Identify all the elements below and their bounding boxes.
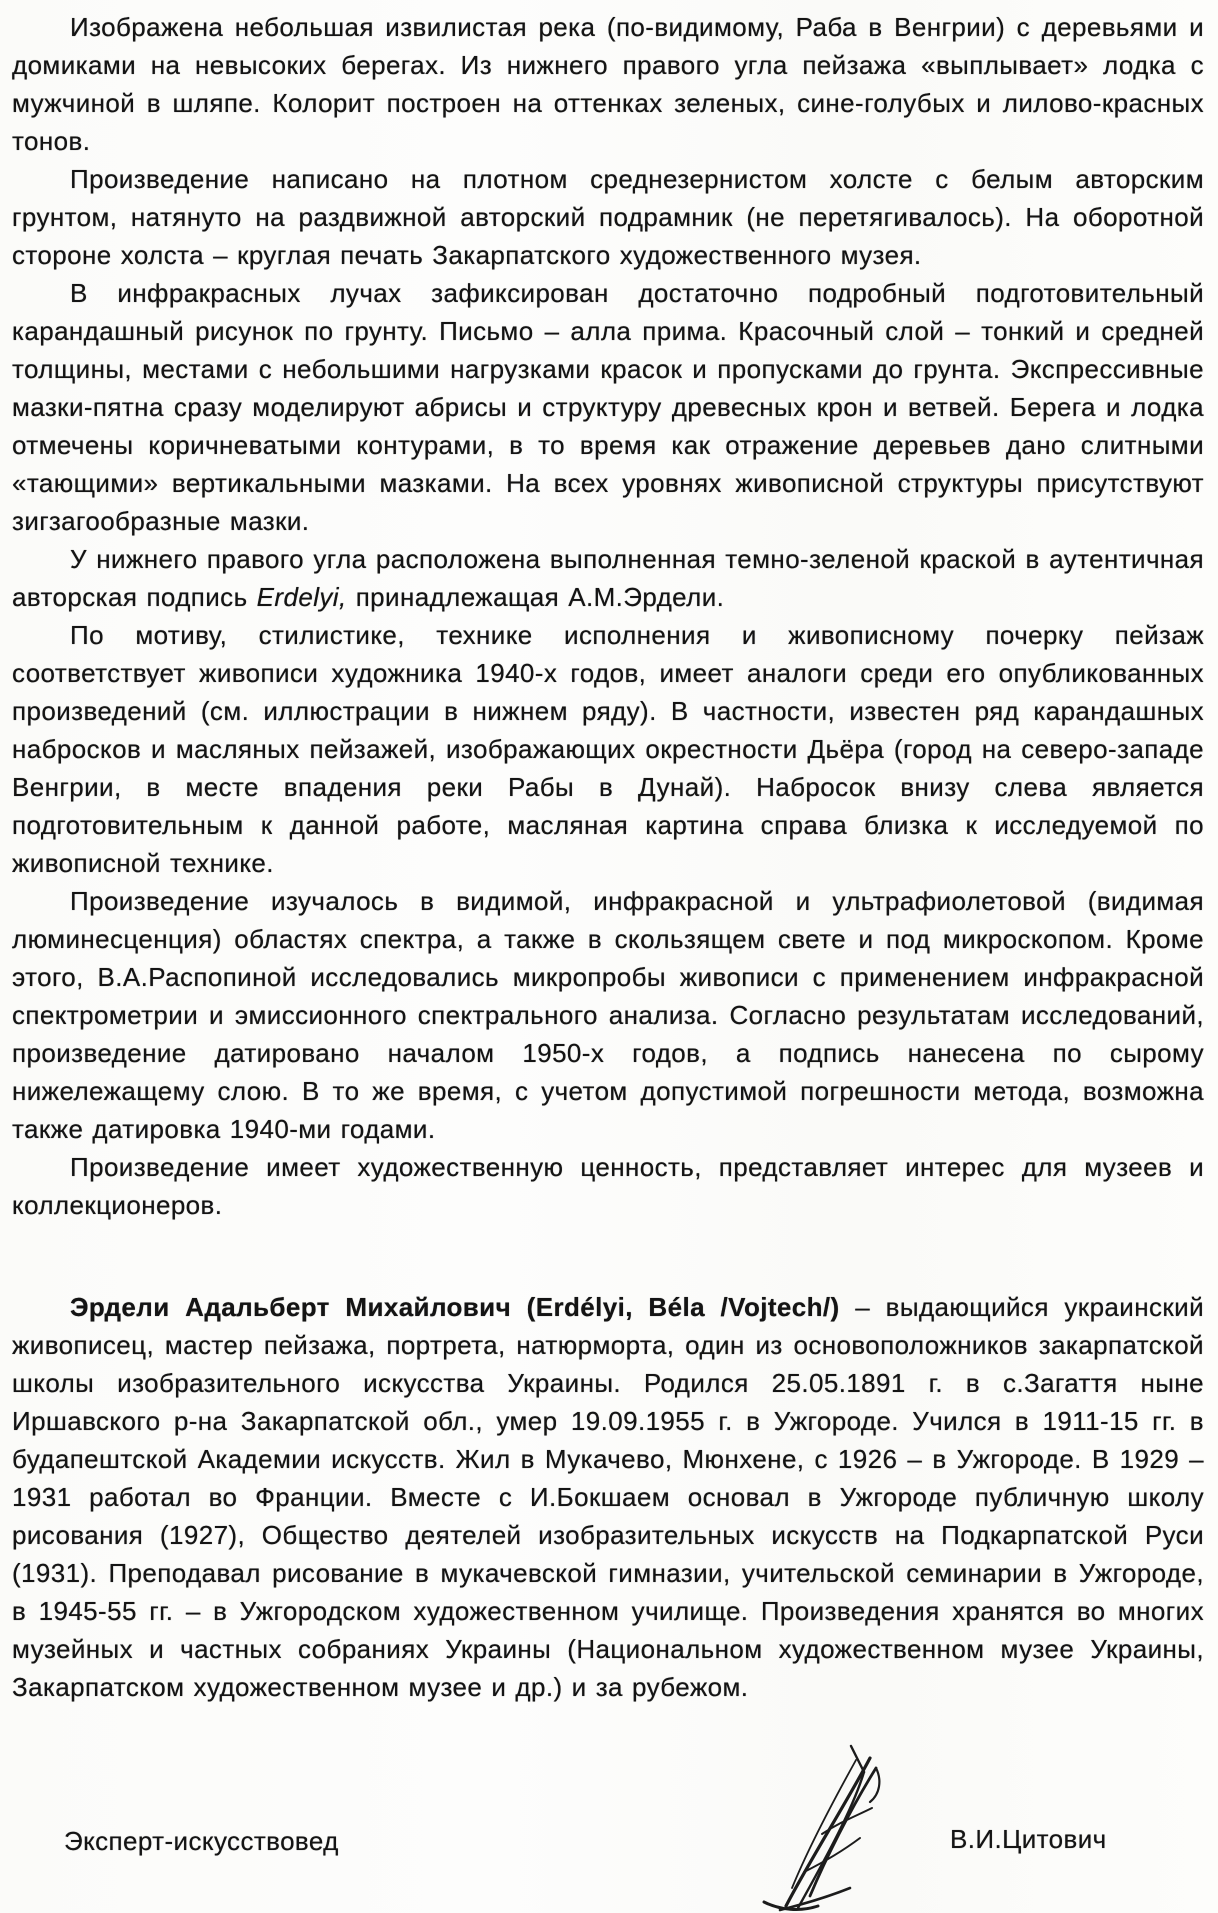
text-run: Изображена небольшая извилистая река (по-видимому, Раба в Венгрии) с деревьями и домиками на невысоких берегах. Из нижнего правого угла пейзажа «выплывает» лодка с мужчиной в шляпе. Колорит построен на оттенках зеленых, сине-голубых и лилово-красных тонов. (12, 12, 1204, 156)
paragraph-technique-analysis (12, 274, 1204, 540)
paragraph-artist-biography (12, 1288, 1204, 1706)
text-run: Произведение имеет художественную ценность, представляет интерес для музеев и коллекционеров. (12, 1152, 1204, 1220)
paragraph-conclusion (12, 1148, 1204, 1224)
paragraph-research-methods (12, 882, 1204, 1148)
handwritten-signature-icon (752, 1738, 942, 1913)
text-run: По мотиву, стилистике, технике исполнения и живописному почерку пейзаж соответствует живописи художника 1940-х годов, имеет аналоги среди его опубликованных произведений (см. иллюстрации в нижнем ряду). В частности, известен ряд карандашных набросков и масляных пейзажей, изображающих окрестности Дьёра (город на северо-западе Венгрии, в месте впадения реки Рабы в Дунай). Набросок внизу слева является подготовительным к данной работе, масляная картина справа близка к исследуемой по живописной технике. (12, 620, 1204, 878)
paragraph-signature-description (12, 540, 1204, 616)
paragraph-attribution (12, 616, 1204, 882)
text-run: – выдающийся украинский живописец, мастер пейзажа, портрета, натюрморта, один из основоположников закарпатской школы изобразительного искусства Украины. Родился 25.05.1891 г. в с.Загаття ныне Иршавского р-на Закарпатской обл., умер 19.09.1955 г. в Ужгороде. Учился в 1911-15 гг. в будапештской Академии искусств. Жил в Мукачево, Мюнхене, с 1926 – в Ужгороде. В 1929 – 1931 работал во Франции. Вместе с И.Бокшаем основал в Ужгороде публичную школу рисования (1927), Общество деятелей изобразительных искусств на Подкарпатской Руси (1931). Преподавал рисование в мукачевской гимназии, учительской семинарии в Ужгороде, в 1945-55 гг. – в Ужгородском художественном училище. Произведения хранятся во многих музейных и частных собраниях Украины (Национальном художественном музее Украины, Закарпатском художественном музее и др.) и за рубежом. (12, 1292, 1204, 1702)
text-run: Произведение написано на плотном среднезернистом холсте с белым авторским грунтом, натянуто на раздвижной авторский подрамник (не перетягивалось). На оборотной стороне холста – круглая печать Закарпатского художественного музея. (12, 164, 1204, 270)
report-body (12, 8, 1204, 1706)
expert-name: В.И.Цитович (950, 1824, 1107, 1854)
paragraph-canvas-support (12, 160, 1204, 274)
expert-role-label: Эксперт-искусствовед (64, 1826, 339, 1856)
paragraph-artwork-description (12, 8, 1204, 160)
text-run: У нижнего правого угла расположена выполненная темно-зеленой краской в аутентичная авторская подпись (12, 544, 1204, 612)
text-run: принадлежащая А.М.Эрдели. (346, 582, 725, 612)
text-run: Произведение изучалось в видимой, инфракрасной и ультрафиолетовой (видимая люминесценция) областях спектра, а также в скользящем свете и под микроскопом. Кроме этого, В.А.Распопиной исследовались микропробы живописи с применением инфракрасной спектрометрии и эмиссионного спектрального анализа. Согласно результатам исследований, произведение датировано началом 1950-х годов, а подпись нанесена по сырому нижележащему слою. В то же время, с учетом допустимой погрешности метода, возможна также датировка 1940-ми годами. (12, 886, 1204, 1144)
italic-text-run: Erdelyi, (256, 582, 347, 612)
bold-text-run: Эрдели Адальберт Михайлович (Erdélyi, Béla /Vojtech/) (70, 1292, 840, 1322)
text-run: В инфракрасных лучах зафиксирован достаточно подробный подготовительный карандашный рисунок по грунту. Письмо – алла прима. Красочный слой – тонкий и средней толщины, местами с небольшими нагрузками красок и пропусками до грунта. Экспрессивные мазки-пятна сразу моделируют абрисы и структуру древесных крон и ветвей. Берега и лодка отмечены коричневатыми контурами, в то время как отражение деревьев дано слитными «тающими» вертикальными мазками. На всех уровнях живописной структуры присутствуют зигзагообразные мазки. (12, 278, 1204, 536)
